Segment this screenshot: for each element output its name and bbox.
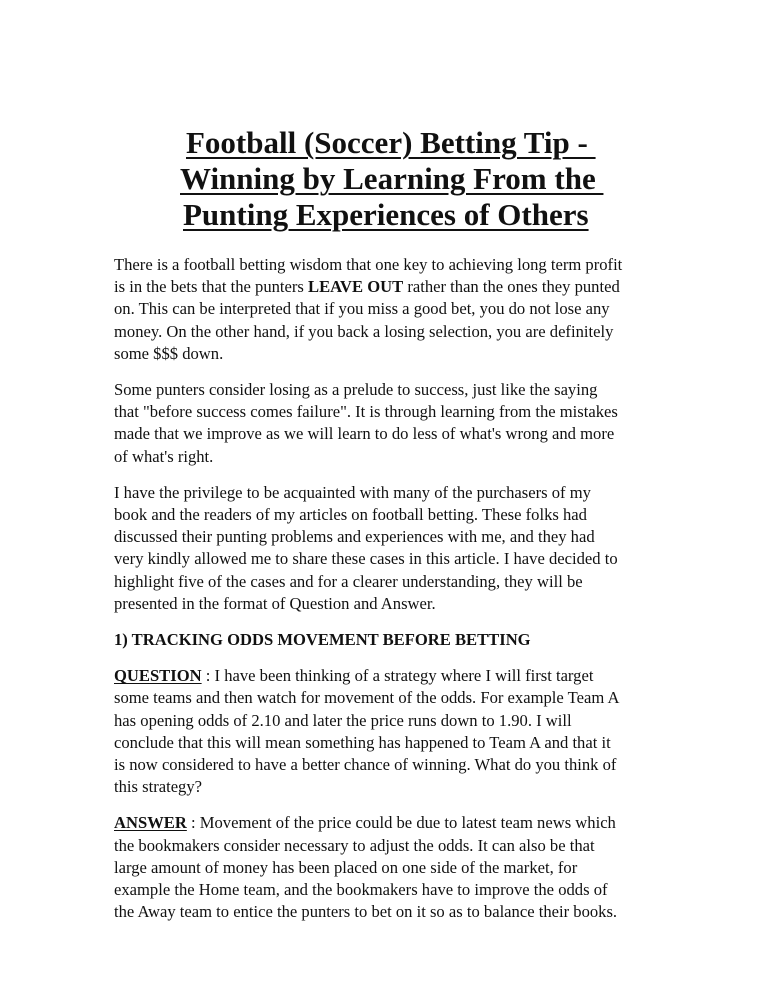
paragraph-line: highlight five of the cases and for a clearer understanding, they will be (114, 571, 583, 591)
paragraph-losing-prelude (114, 379, 674, 468)
answer-block (114, 812, 674, 923)
paragraph-line (114, 812, 674, 834)
paragraph-line: example the Home team, and the bookmakers have to improve the odds of (114, 880, 608, 900)
paragraph-readers (114, 482, 674, 615)
paragraph-line: on. This can be interpreted that if you miss a good bet, you do not lose any (114, 299, 610, 319)
title-line-3: Punting Experiences of Others (183, 197, 589, 232)
section-heading-odds-movement: 1) TRACKING ODDS MOVEMENT BEFORE BETTING (114, 630, 531, 650)
question-label: QUESTION (114, 666, 202, 686)
paragraph-line: the Away team to entice the punters to bet on it so as to balance their books. (114, 902, 618, 922)
paragraph-line: that "before success comes failure". It is through learning from the mistakes (114, 402, 618, 422)
text-run: rather than the ones they punted (403, 277, 620, 297)
paragraph-line: There is a football betting wisdom that one key to achieving long term profit (114, 255, 623, 274)
answer-label: ANSWER (114, 813, 187, 833)
paragraph-line: money. On the other hand, if you back a losing selection, you are definitely (114, 321, 614, 341)
paragraph-intro (114, 254, 674, 365)
paragraph-line: made that we improve as we will learn to do less of what's wrong and more (114, 424, 615, 444)
title-line-1: Football (Soccer) Betting Tip - (186, 125, 596, 160)
text-run: is in the bets that the punters (114, 277, 309, 297)
document-body (114, 254, 674, 937)
emphasis-leave-out: LEAVE OUT (308, 277, 404, 297)
paragraph-line: conclude that this will mean something has happened to Team A and that it (114, 732, 611, 752)
paragraph-line: presented in the format of Question and Answer. (114, 593, 436, 613)
paragraph-line: some teams and then watch for movement of the odds. For example Team A (114, 688, 620, 708)
paragraph-line (114, 665, 674, 687)
paragraph-line: book and the readers of my articles on football betting. These folks had (114, 505, 587, 525)
paragraph-line (114, 276, 674, 298)
document-title (180, 125, 630, 233)
paragraph-line: the bookmakers consider necessary to adjust the odds. It can also be that (114, 835, 595, 855)
text-run: : Movement of the price could be due to latest team news which (186, 813, 616, 833)
paragraph-line: large amount of money has been placed on one side of the market, for (114, 857, 578, 877)
title-line-2: Winning by Learning From the (180, 161, 604, 196)
paragraph-line: has opening odds of 2.10 and later the price runs down to 1.90. I will (114, 710, 572, 730)
paragraph-line: very kindly allowed me to share these cases in this article. I have decided to (114, 549, 618, 569)
paragraph-line: is now considered to have a better chance of winning. What do you think of (114, 755, 617, 775)
paragraph-line: Some punters consider losing as a prelude to success, just like the saying (114, 380, 598, 400)
paragraph-line: this strategy? (114, 777, 203, 797)
question-block (114, 665, 674, 798)
paragraph-line: I have the privilege to be acquainted with many of the purchasers of my (114, 482, 591, 502)
paragraph-line: discussed their punting problems and experiences with me, and they had (114, 527, 595, 547)
paragraph-line: of what's right. (114, 446, 214, 466)
paragraph-line: some $$$ down. (114, 343, 224, 363)
text-run: : I have been thinking of a strategy where I will first target (201, 666, 594, 686)
